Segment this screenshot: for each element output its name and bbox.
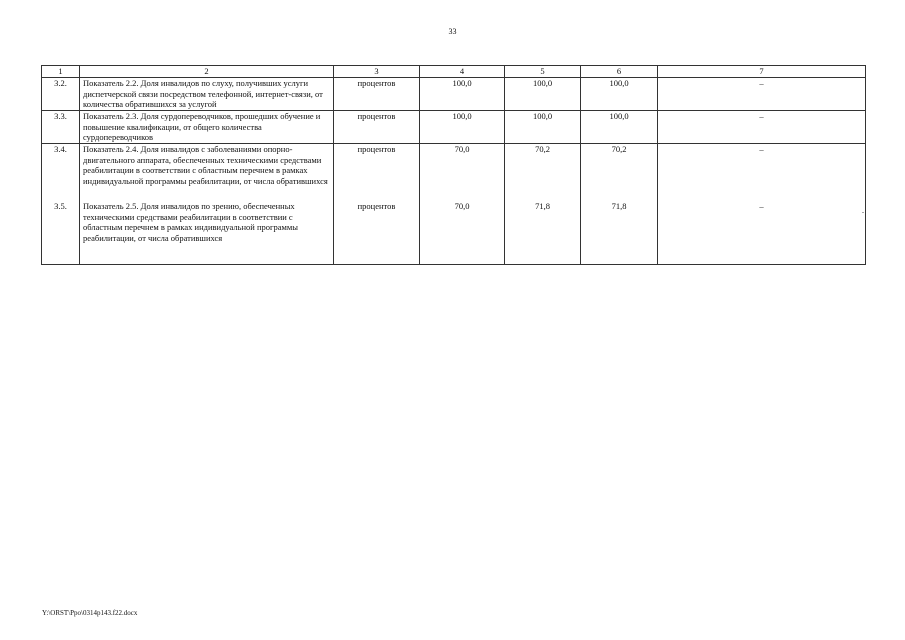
value-col-4: 100,0 — [420, 111, 505, 144]
table-row — [42, 78, 866, 111]
value-col-5: 70,2 — [505, 144, 581, 202]
value-col-6: 100,0 — [581, 78, 658, 111]
value-col-5: 100,0 — [505, 78, 581, 111]
indicators-table — [41, 65, 866, 265]
value-col-4: 100,0 — [420, 78, 505, 111]
indicator-name: Показатель 2.4. Доля инвалидов с заболеваниями опорно-двигательного аппарата, обеспеченных техническими средствами реабилитации в соответствии с областным перечнем в рамках индивидуальной программы реабилитации, от числа обратившихся — [80, 144, 334, 202]
table-header-row — [42, 66, 866, 78]
row-number: 3.5. — [42, 201, 80, 265]
indicator-name: Показатель 2.3. Доля сурдопереводчиков, прошедших обучение и повышение квалификации, от общего количества сурдопереводчиков — [80, 111, 334, 144]
table-row — [42, 111, 866, 144]
column-header-2: 2 — [80, 66, 334, 78]
indicator-name: Показатель 2.2. Доля инвалидов по слуху, получивших услуги диспетчерской связи посредством телефонной, интернет-связи, от количества обратившихся за услугой — [80, 78, 334, 111]
value-col-6: 100,0 — [581, 111, 658, 144]
column-header-4: 4 — [420, 66, 505, 78]
value-col-7: – — [658, 201, 866, 265]
column-header-1: 1 — [42, 66, 80, 78]
row-number: 3.3. — [42, 111, 80, 144]
unit-cell: процентов — [334, 144, 420, 202]
value-col-6: 70,2 — [581, 144, 658, 202]
unit-cell: процентов — [334, 78, 420, 111]
value-col-5: 71,8 — [505, 201, 581, 265]
value-col-7: – — [658, 144, 866, 202]
row-number: 3.4. — [42, 144, 80, 202]
row-number: 3.2. — [42, 78, 80, 111]
unit-cell: процентов — [334, 201, 420, 265]
table-row — [42, 144, 866, 202]
column-header-5: 5 — [505, 66, 581, 78]
value-col-4: 70,0 — [420, 144, 505, 202]
value-col-4: 70,0 — [420, 201, 505, 265]
value-col-7: – — [658, 111, 866, 144]
value-col-5: 100,0 — [505, 111, 581, 144]
stray-mark: . — [862, 206, 864, 215]
column-header-7: 7 — [658, 66, 866, 78]
page-number: 33 — [448, 27, 457, 36]
value-col-7: – — [658, 78, 866, 111]
unit-cell: процентов — [334, 111, 420, 144]
value-col-6: 71,8 — [581, 201, 658, 265]
table-row — [42, 201, 866, 265]
footer-file-path: Y:\ORST\Ppo\0314p143.f22.docx — [42, 609, 138, 617]
column-header-6: 6 — [581, 66, 658, 78]
indicator-name: Показатель 2.5. Доля инвалидов по зрению, обеспеченных техническими средствами реабилитации в соответствии с областным перечнем в рамках индивидуальной программы реабилитации, от числа обратившихся — [80, 201, 334, 265]
column-header-3: 3 — [334, 66, 420, 78]
